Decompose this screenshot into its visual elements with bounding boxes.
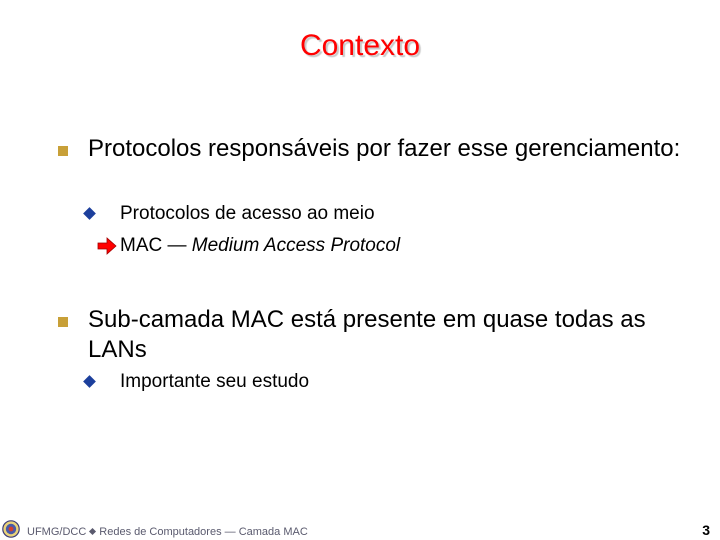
sub-bullet-item: [120, 370, 309, 394]
right-arrow-icon: [97, 237, 117, 255]
sub-bullet-text: Importante seu estudo: [120, 371, 310, 392]
footer-diamond-icon: [89, 528, 96, 535]
bullet-text: Sub-camada MAC está presente em quase todas as LANs: [88, 306, 646, 363]
ufmg-logo-icon: [2, 520, 20, 538]
footer-right: Redes de Computadores — Camada MAC: [99, 526, 308, 538]
slide-title: Contexto: [299, 29, 421, 62]
sub-bullet-item: [120, 202, 375, 226]
bullet-item: [88, 134, 688, 164]
diamond-bullet-icon: [83, 207, 96, 220]
sub-bullet-item: [120, 234, 400, 258]
sub-bullet-prefix: MAC —: [120, 235, 192, 256]
square-bullet-icon: [58, 317, 68, 327]
bullet-item: [88, 305, 688, 365]
square-bullet-icon: [58, 146, 68, 156]
footer: [27, 525, 308, 539]
sub-bullet-text: Protocolos de acesso ao meio: [120, 203, 375, 224]
bullet-text: Protocolos responsáveis por fazer esse gerenciamento:: [88, 135, 681, 162]
page-number: 3: [702, 522, 710, 538]
diamond-bullet-icon: [83, 375, 96, 388]
sub-bullet-emphasis: Medium Access Protocol: [191, 235, 401, 256]
footer-left: UFMG/DCC: [27, 526, 87, 538]
